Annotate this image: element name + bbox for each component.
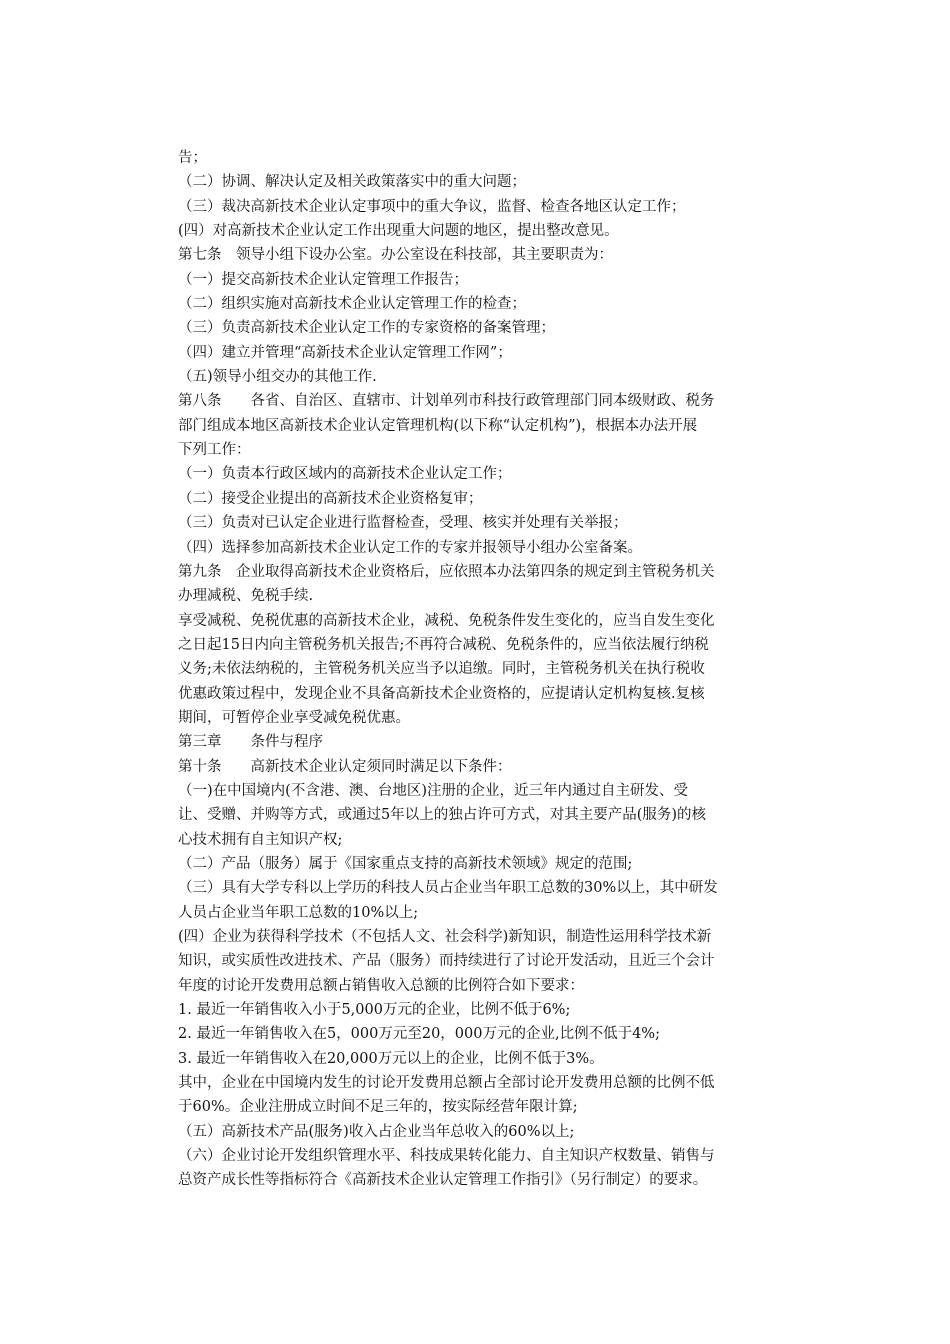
text-line: 1. 最近一年销售收入小于5,000万元的企业，比例不低于6%; bbox=[178, 1002, 571, 1019]
text-line: 第九条 企业取得高新技术企业资格后，应依照本办法第四条的规定到主管税务机关 bbox=[178, 563, 715, 580]
text-line: 之日起15日内向主管税务机关报告;不再符合减税、免税条件的，应当依法履行纳税 bbox=[178, 636, 709, 653]
text-line: 期间，可暂停企业享受减免税优惠。 bbox=[178, 709, 410, 726]
text-line: （四）建立并管理“高新技术企业认定管理工作网”； bbox=[178, 344, 512, 361]
text-line: 第十条 高新技术企业认定须同时满足以下条件： bbox=[178, 758, 512, 775]
text-line: 第八条 各省、自治区、直辖市、计划单列市科技行政管理部门同本级财政、税务 bbox=[178, 393, 715, 410]
text-line: （二）接受企业提出的高新技术企业资格复审； bbox=[178, 490, 483, 507]
text-line: （三）裁决高新技术企业认定事项中的重大争议，监督、检查各地区认定工作； bbox=[178, 198, 686, 215]
text-line: 人员占企业当年职工总数的10%以上; bbox=[178, 904, 419, 921]
text-line: （二）产品（服务）属于《国家重点支持的高新技术领域》规定的范围; bbox=[178, 855, 633, 872]
text-line: （六）企业讨论开发组织管理水平、科技成果转化能力、自主知识产权数量、销售与 bbox=[178, 1148, 715, 1165]
text-line: 其中，企业在中国境内发生的讨论开发费用总额占全部讨论开发费用总额的比例不低 bbox=[178, 1075, 715, 1092]
text-line: （五)领导小组交办的其他工作. bbox=[178, 369, 377, 386]
text-line: （一)在中国境内(不含港、澳、台地区)注册的企业，近三年内通过自主研发、受 bbox=[178, 782, 688, 799]
text-line: （一）负责本行政区域内的高新技术企业认定工作； bbox=[178, 466, 512, 483]
text-line: (四）对高新技术企业认定工作出现重大问题的地区，提出整改意见。 bbox=[178, 223, 619, 240]
text-line: 知识，或实质性改进技术、产品（服务）而持续进行了讨论开发活动，且近三个会计 bbox=[178, 953, 715, 970]
text-line: （二）协调、解决认定及相关政策落实中的重大问题； bbox=[178, 174, 526, 191]
text-line: 享受减税、免税优惠的高新技术企业，减税、免税条件发生变化的，应当自发生变化 bbox=[178, 612, 715, 629]
text-line: 2. 最近一年销售收入在5，000万元至20，000万元的企业,比例不低于4%; bbox=[178, 1026, 660, 1043]
text-line: 优惠政策过程中，发现企业不具备高新技术企业资格的，应提请认定机构复核.复核 bbox=[178, 685, 705, 702]
text-line: （一）提交高新技术企业认定管理工作报告； bbox=[178, 271, 468, 288]
text-line: 于60%。企业注册成立时间不足三年的，按实际经营年限计算; bbox=[178, 1099, 578, 1116]
text-line: 办理减税、免税手续. bbox=[178, 588, 314, 605]
text-line: 让、受赠、并购等方式，或通过5年以上的独占许可方式，对其主要产品(服务)的核 bbox=[178, 807, 707, 824]
text-line: （五）高新技术产品(服务)收入占企业当年总收入的60%以上; bbox=[178, 1123, 575, 1140]
text-line: （三）负责对已认定企业进行监督检查，受理、核实并处理有关举报； bbox=[178, 515, 628, 532]
text-line: （四）选择参加高新技术企业认定工作的专家并报领导小组办公室备案。 bbox=[178, 539, 642, 556]
text-line: 心技术拥有自主知识产权; bbox=[178, 831, 343, 848]
text-line: （三）负责高新技术企业认定工作的专家资格的备案管理； bbox=[178, 320, 555, 337]
text-line: 义务;未依法纳税的，主管税务机关应当予以追缴。同时，主管税务机关在执行税收 bbox=[178, 661, 705, 678]
text-line: 总资产成长性等指标符合《高新技术企业认定管理工作指引》（另行制定）的要求。 bbox=[178, 1172, 708, 1189]
document-body bbox=[178, 146, 770, 1193]
text-line: 告； bbox=[178, 150, 207, 166]
text-line: 3. 最近一年销售收入在20,000万元以上的企业，比例不低于3%。 bbox=[178, 1050, 604, 1067]
text-line: 下列工作： bbox=[178, 442, 251, 459]
text-line: （三）具有大学专科以上学历的科技人员占企业当年职工总数的30%以上，其中研发 bbox=[178, 880, 718, 897]
text-line: 第三章 条件与程序 bbox=[178, 734, 323, 751]
text-line: 第七条 领导小组下设办公室。办公室设在科技部，其主要职责为： bbox=[178, 247, 613, 264]
text-line: 年度的讨论开发费用总额占销售收入总额的比例符合如下要求： bbox=[178, 977, 584, 994]
text-line: （二）组织实施对高新技术企业认定管理工作的检查； bbox=[178, 296, 526, 313]
text-line: (四）企业为获得科学技术（不包括人文、社会科学)新知识，制造性运用科学技术新 bbox=[178, 929, 712, 945]
text-line: 部门组成本地区高新技术企业认定管理机构(以下称“认定机构”)，根据本办法开展 bbox=[178, 417, 698, 434]
